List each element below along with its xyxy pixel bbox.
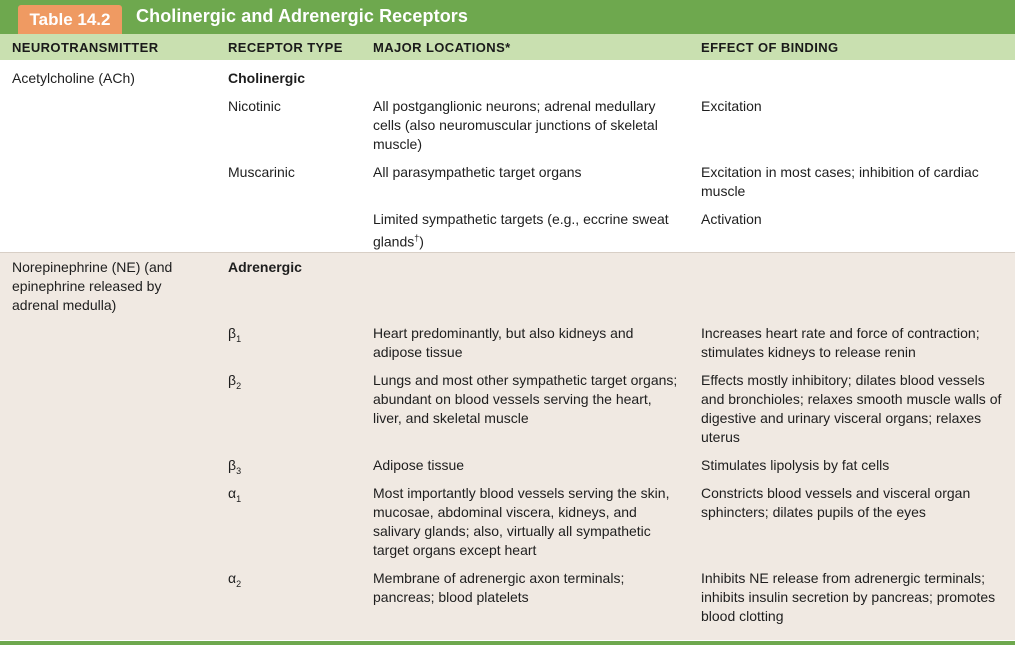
effect-alpha1: Constricts blood vessels and visceral organ sphincters; dilates pupils of the eyes <box>701 485 971 520</box>
receptor-alpha1: $\alpha_1$ <box>228 485 242 504</box>
location-muscarinic: All parasympathetic target organs <box>373 164 582 180</box>
effect-beta1: Increases heart rate and force of contraction; stimulates kidneys to release renin <box>701 325 980 360</box>
table-bottom-rule <box>0 641 1015 645</box>
location-alpha1: Most importantly blood vessels serving the skin, mucosae, abdominal viscera, kidneys, and salivary glands; also, virtually all sympathetic target organs except heart <box>373 485 670 558</box>
header-effect-of-binding: EFFECT OF BINDING <box>701 40 839 55</box>
ach-neurotransmitter: Acetylcholine (ACh) <box>12 70 135 86</box>
location-beta1: Heart predominantly, but also kidneys and adipose tissue <box>373 325 634 360</box>
table-title: Cholinergic and Adrenergic Receptors <box>136 6 469 26</box>
table-title-bar <box>0 0 1015 34</box>
location-beta2: Lungs and most other sympathetic target organs; abundant on blood vessels serving the heart, liver, and skeletal muscle <box>373 372 678 426</box>
effect-beta2: Effects mostly inhibitory; dilates blood vessels and bronchioles; relaxes smooth muscle walls of digestive and urinary visceral organs; relaxes uterus <box>701 372 1002 445</box>
cholinergic-class-label: Cholinergic <box>228 70 306 86</box>
adrenergic-class-label: Adrenergic <box>228 259 302 275</box>
column-header-row <box>0 34 1015 60</box>
location-nicotinic: All postganglionic neurons; adrenal medullary cells (also neuromuscular junctions of skeletal muscle) <box>373 98 658 152</box>
header-neurotransmitter: NEUROTRANSMITTER <box>12 40 159 55</box>
effect-beta3: Stimulates lipolysis by fat cells <box>701 457 890 473</box>
location-beta3: Adipose tissue <box>373 457 465 473</box>
receptor-alpha2: $\alpha_2$ <box>228 570 242 589</box>
receptor-beta3: $\beta_3$ <box>228 457 242 476</box>
location-muscarinic-sympathetic: Limited sympathetic targets (e.g., eccrine sweat glands†) <box>373 211 669 250</box>
location-alpha2: Membrane of adrenergic axon terminals; pancreas; blood platelets <box>373 570 625 605</box>
header-receptor-type: RECEPTOR TYPE <box>228 40 343 55</box>
header-major-locations: MAJOR LOCATIONS* <box>373 40 511 55</box>
effect-muscarinic-sympathetic: Activation <box>701 211 762 227</box>
receptor-beta1: $\beta_1$ <box>228 325 242 344</box>
table-number-tag: Table 14.2 <box>18 5 122 34</box>
receptor-nicotinic: Nicotinic <box>228 98 281 114</box>
dagger-footnote-mark: † <box>414 233 420 243</box>
section-divider <box>0 252 1015 253</box>
ne-neurotransmitter: Norepinephrine (NE) (and epinephrine released by adrenal medulla) <box>12 259 173 313</box>
effect-muscarinic: Excitation in most cases; inhibition of cardiac muscle <box>701 164 979 199</box>
effect-alpha2: Inhibits NE release from adrenergic terminals; inhibits insulin secretion by pancreas; promotes blood clotting <box>701 570 996 624</box>
receptor-muscarinic: Muscarinic <box>228 164 295 180</box>
receptor-beta2: $\beta_2$ <box>228 372 242 391</box>
effect-nicotinic: Excitation <box>701 98 762 114</box>
